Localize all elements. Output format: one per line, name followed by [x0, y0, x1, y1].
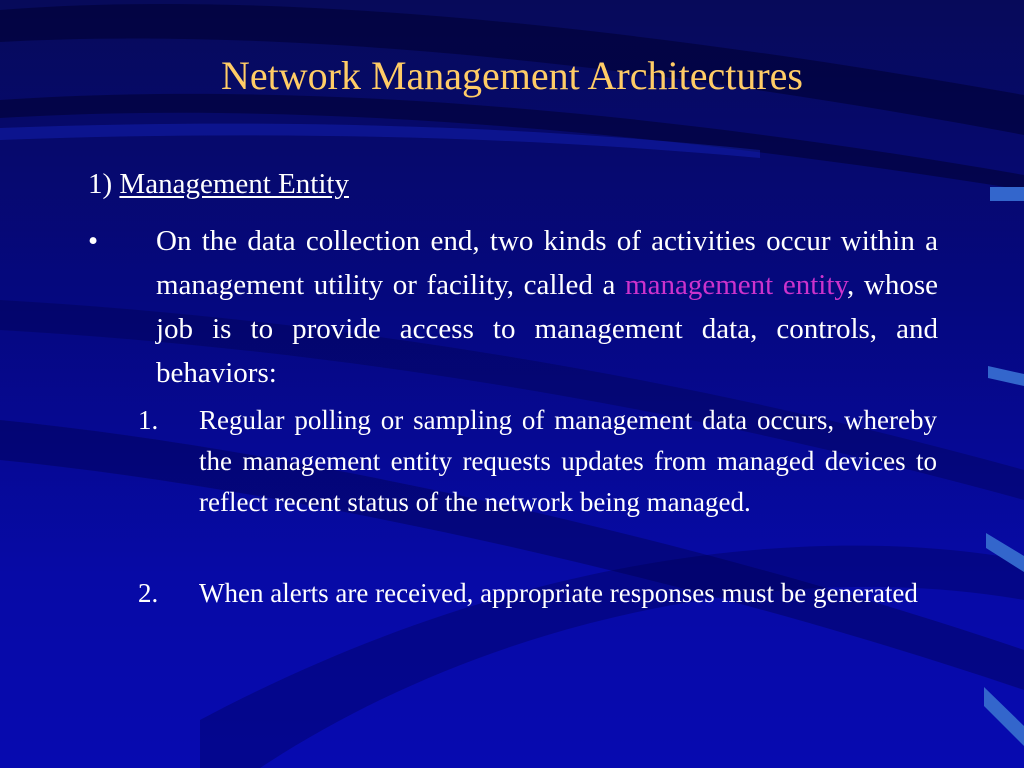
right-edge-mark-2	[988, 366, 1024, 386]
bullet-text-after: , whose job is to provide access to management data, controls, and behaviors:	[156, 269, 938, 389]
section-heading	[88, 166, 349, 202]
bullet-marker: •	[88, 225, 99, 257]
slide-title: Network Management Architectures	[220, 53, 803, 98]
list-item-text: Regular polling or sampling of management data occurs, whereby the management entity requests updates from managed devices to reflect recent status of the network being managed.	[199, 405, 937, 517]
right-edge-mark-4	[984, 687, 1024, 746]
section-number: 1)	[88, 168, 113, 200]
section-label: Management Entity	[119, 168, 349, 200]
bullet-paragraph	[156, 219, 938, 395]
list-item-text: When alerts are received, appropriate responses must be generated	[199, 578, 918, 608]
right-edge-mark-1	[990, 187, 1024, 201]
list-item-number: 1.	[138, 405, 159, 435]
bullet-text-before: On the data collection end, two kinds of activities occur within a management utility or facility, called a	[156, 225, 938, 301]
highlighted-term: management entity	[625, 269, 847, 301]
list-item-number: 2.	[138, 578, 159, 608]
